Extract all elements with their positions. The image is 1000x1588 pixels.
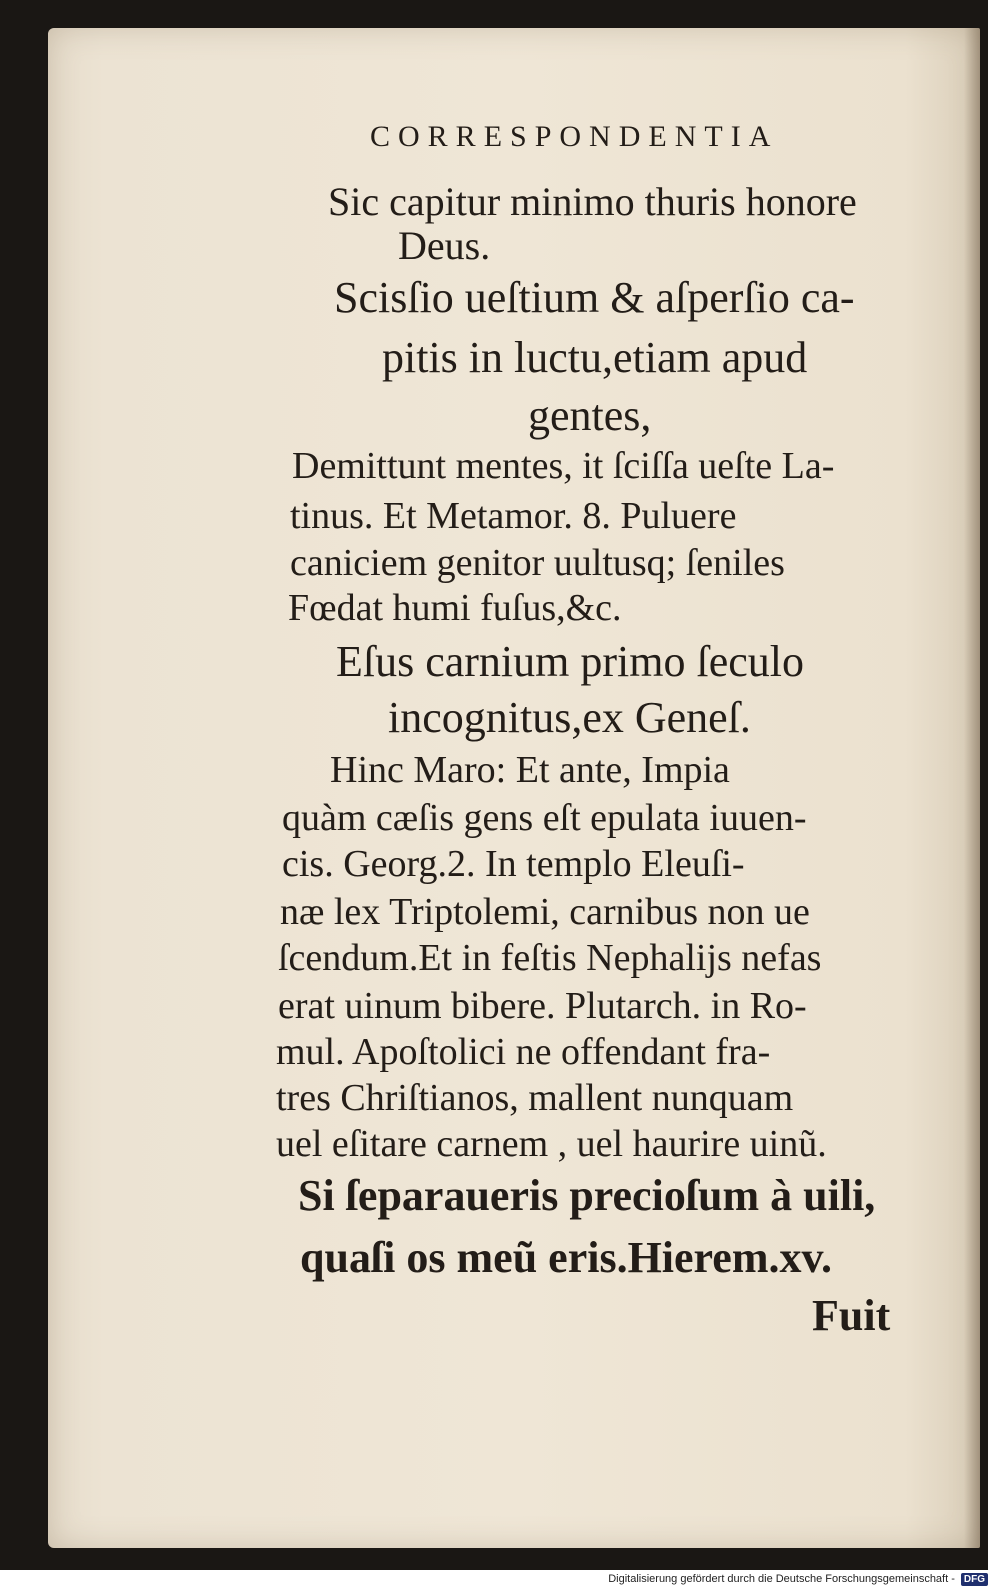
dfg-logo: DFG bbox=[961, 1573, 988, 1586]
text-line: Sic capitur minimo thuris honore bbox=[328, 179, 857, 224]
text-line: uel eſitare carnem , uel haurire uinũ. bbox=[276, 1123, 827, 1165]
catchword: Fuit bbox=[812, 1291, 891, 1340]
text-line: Demittunt mentes, it ſciſſa ueſte La- bbox=[292, 445, 835, 487]
text-line: Hinc Maro: Et ante, Impia bbox=[330, 749, 730, 791]
heading-line: Scisſio ueſtium & aſperſio ca- bbox=[334, 273, 855, 322]
text-line: næ lex Triptolemi, carnibus non ue bbox=[280, 891, 810, 933]
text-line: cis. Georg.2. In templo Eleuſi- bbox=[282, 843, 745, 885]
heading-line: Eſus carnium primo ſeculo bbox=[336, 637, 804, 686]
heading-line: incognitus,ex Geneſ. bbox=[388, 693, 751, 742]
text-line: quàm cæſis gens eſt epulata iuuen- bbox=[282, 797, 807, 839]
text-line: Deus. bbox=[398, 223, 491, 268]
credit-text: Digitalisierung gefördert durch die Deutsche Forschungsgemeinschaft - bbox=[608, 1573, 955, 1585]
quotation-line: Si ſeparaueris precioſum à uili, bbox=[298, 1171, 876, 1220]
digitization-credit bbox=[608, 1570, 988, 1588]
heading-line: gentes, bbox=[528, 391, 652, 440]
page-edge-shadow bbox=[964, 28, 980, 1548]
text-line: tres Chriſtianos, mallent nunquam bbox=[276, 1077, 794, 1119]
quotation-line: quaſi os meũ eris.Hierem.xv. bbox=[300, 1233, 833, 1282]
text-line: erat uinum bibere. Plutarch. in Ro- bbox=[278, 985, 807, 1027]
heading-line: pitis in luctu,etiam apud bbox=[382, 333, 808, 382]
text-line: tinus. Et Metamor. 8. Puluere bbox=[290, 495, 737, 537]
text-line: caniciem genitor uultusq; ſeniles bbox=[290, 542, 785, 584]
text-line: Fœdat humi fuſus,&c. bbox=[288, 587, 622, 629]
running-header: CORRESPONDENTIA bbox=[370, 120, 779, 153]
text-line: mul. Apoſtolici ne offendant fra- bbox=[276, 1031, 771, 1073]
text-line: ſcendum.Et in feſtis Nephalijs nefas bbox=[278, 937, 822, 979]
